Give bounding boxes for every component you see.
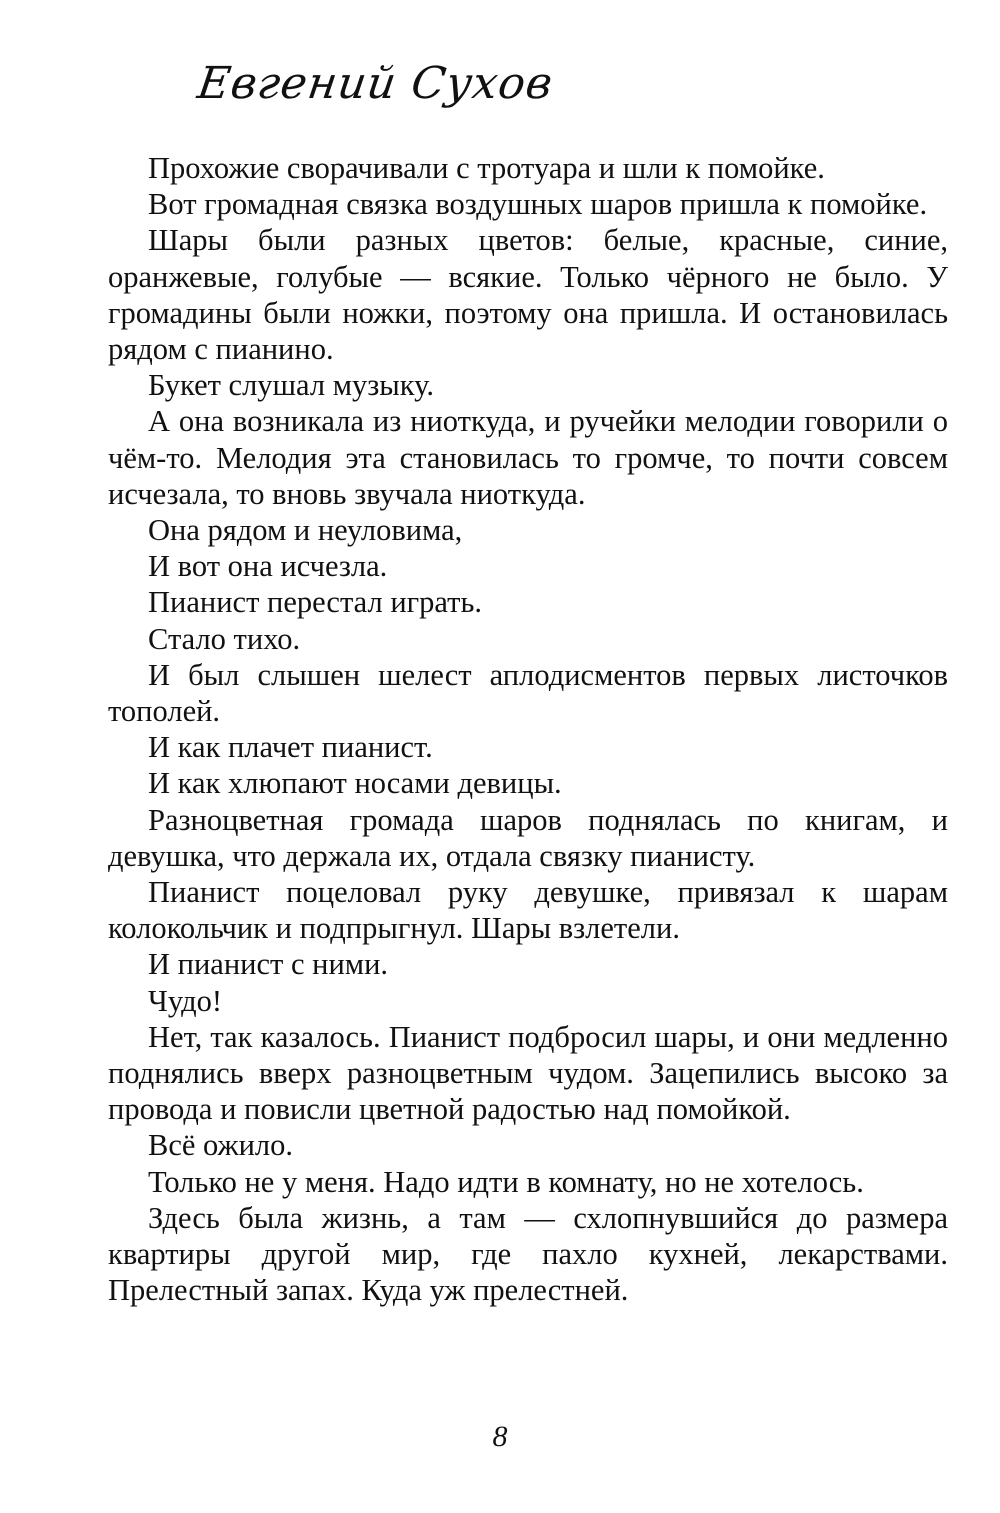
- page-number: 8: [492, 1420, 508, 1453]
- paragraph: Нет, так казалось. Пианист подбросил шары, и они медленно поднялись вверх разноцветным чудом. Зацепились высоко за провода и повисли цветной радостью над помойкой.: [108, 1019, 948, 1127]
- paragraph: Шары были разных цветов: белые, красные, синие, оранжевые, голубые — всякие. Только чёрного не было. У громадины были ножки, поэтому она пришла. И остановилась рядом с пианино.: [108, 223, 948, 367]
- paragraph: Здесь была жизнь, а там — схлопнувшийся до размера квартиры другой мир, где пахло кухней, лекарствами. Прелестный запах. Куда уж прелестней.: [108, 1200, 948, 1308]
- paragraph: Стало тихо.: [148, 621, 301, 656]
- paragraph: И как хлюпают носами девицы.: [148, 766, 562, 801]
- paragraph: Всё ожило.: [148, 1128, 294, 1163]
- paragraph: Разноцветная громада шаров поднялась по книгам, и девушка, что держала их, отдала связку пианисту.: [108, 802, 948, 873]
- paragraph: Она рядом и неуловима,: [148, 513, 463, 548]
- paragraph: Прохожие сворачивали с тротуара и шли к помойке.: [148, 151, 825, 185]
- paragraph: И вот она исчезла.: [148, 549, 388, 584]
- paragraph: А она возникала из ниоткуда, и ручейки мелодии говорили о чём-то. Мелодия эта становилась то громче, то почти совсем исчезала, то вновь звучала ниоткуда.: [108, 404, 948, 511]
- body-text: [108, 150, 948, 1309]
- paragraph: Пианист перестал играть.: [148, 585, 483, 620]
- paragraph: Пианист поцеловал руку девушке, привязал к шарам колокольчик и подпрыгнул. Шары взлетели.: [108, 875, 948, 946]
- paragraph: И пианист с ними.: [148, 947, 389, 982]
- paragraph: Только не у меня. Надо идти в комнату, но не хотелось.: [148, 1164, 864, 1199]
- paragraph: И как плачет пианист.: [148, 730, 433, 765]
- paragraph: Чудо!: [148, 983, 223, 1018]
- paragraph: Букет слушал музыку.: [148, 368, 434, 403]
- running-head-author: Евгений Сухов: [194, 58, 557, 109]
- paragraph: Вот громадная связка воздушных шаров пришла к помойке.: [148, 187, 928, 222]
- paragraph: И был слышен шелест аплодисментов первых листочков тополей.: [108, 657, 948, 729]
